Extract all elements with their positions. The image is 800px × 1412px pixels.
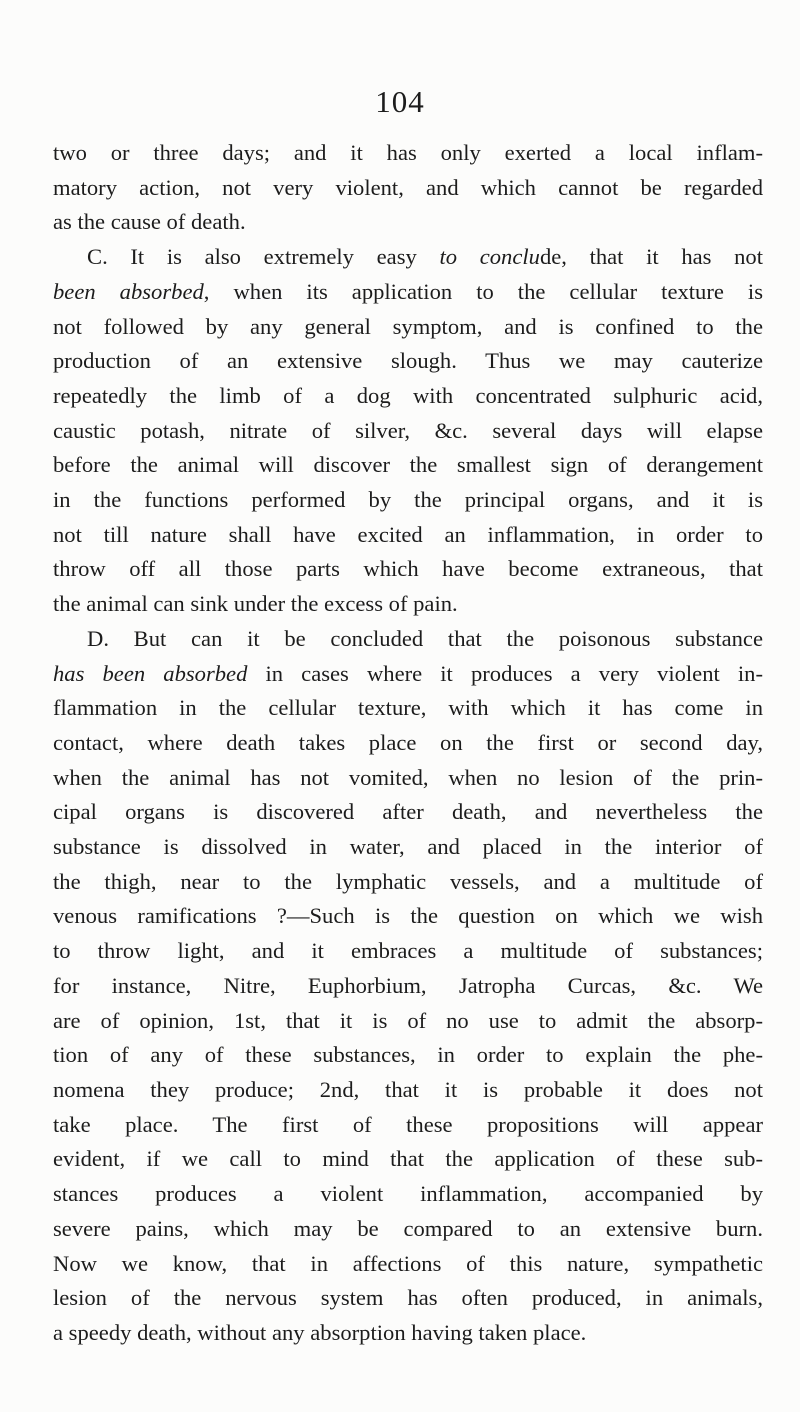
text-line: not followed by any general symptom, and is confined to the — [53, 313, 763, 339]
text-line: cipal organs is discovered after death, and nevertheless the — [53, 799, 763, 825]
text-line: matory action, not very violent, and which cannot be regarded — [53, 174, 763, 200]
text-line: the animal can sink under the excess of pain. — [53, 591, 458, 617]
text-line: caustic potash, nitrate of silver, &c. several days will elapse — [53, 417, 763, 443]
text-line: nomena they produce; 2nd, that it is probable it does not — [53, 1076, 763, 1102]
text-line: are of opinion, 1st, that it is of no use to admit the absorp- — [53, 1007, 763, 1033]
paragraph — [53, 622, 763, 1351]
text-line: contact, where death takes place on the first or second day, — [53, 729, 763, 755]
paragraph — [53, 240, 763, 622]
text-line: Now we know, that in affections of this nature, sympathetic — [53, 1250, 763, 1276]
italic-phrase: to conclu — [416, 244, 540, 270]
text-line: C. It is also extremely easy to conclude, that it has not — [87, 244, 763, 270]
text-line: venous ramifications ?—Such is the question on which we wish — [53, 903, 763, 929]
text-line: a speedy death, without any absorption having taken place. — [53, 1319, 587, 1345]
italic-phrase: has been absorbed — [53, 660, 248, 686]
text-line: stances produces a violent inflammation, accompanied by — [53, 1181, 763, 1207]
text-line: as the cause of death. — [53, 209, 246, 235]
page-body — [53, 136, 763, 1351]
text-line: severe pains, which may be compared to an extensive burn. — [53, 1215, 763, 1241]
text-line: evident, if we call to mind that the application of these sub- — [53, 1146, 763, 1172]
text-line: in the functions performed by the principal organs, and it is — [53, 487, 763, 513]
text-line: two or three days; and it has only exerted a local inflam- — [53, 140, 763, 165]
text-line: to throw light, and it embraces a multitude of substances; — [53, 938, 763, 964]
text-line: not till nature shall have excited an inflammation, in order to — [53, 521, 763, 547]
text-line: the thigh, near to the lymphatic vessels, and a multitude of — [53, 868, 763, 894]
text-line: flammation in the cellular texture, with which it has come in — [53, 695, 763, 721]
text-line: been absorbed, when its application to the cellular texture is — [53, 278, 763, 304]
text-line: for instance, Nitre, Euphorbium, Jatropha Curcas, &c. We — [53, 972, 763, 998]
text-line: D. But can it be concluded that the poisonous substance — [87, 625, 763, 651]
text-line: lesion of the nervous system has often produced, in animals, — [53, 1285, 763, 1311]
text-line: take place. The first of these propositions will appear — [53, 1111, 763, 1137]
text-line: production of an extensive slough. Thus we may cauterize — [53, 348, 763, 374]
text-line: repeatedly the limb of a dog with concentrated sulphuric acid, — [53, 382, 763, 408]
text-line: throw off all those parts which have become extraneous, that — [53, 556, 763, 582]
text-line: substance is dissolved in water, and placed in the interior of — [53, 834, 763, 860]
page-number: 104 — [375, 84, 425, 119]
italic-phrase: been absorbed — [53, 278, 204, 304]
text-line: tion of any of these substances, in order to explain the phe- — [53, 1042, 763, 1068]
paragraph — [53, 136, 763, 240]
text-line: has been absorbed in cases where it produces a very violent in- — [53, 660, 763, 686]
text-line: when the animal has not vomited, when no lesion of the prin- — [53, 764, 763, 790]
text-line: before the animal will discover the smallest sign of derangement — [53, 452, 763, 478]
